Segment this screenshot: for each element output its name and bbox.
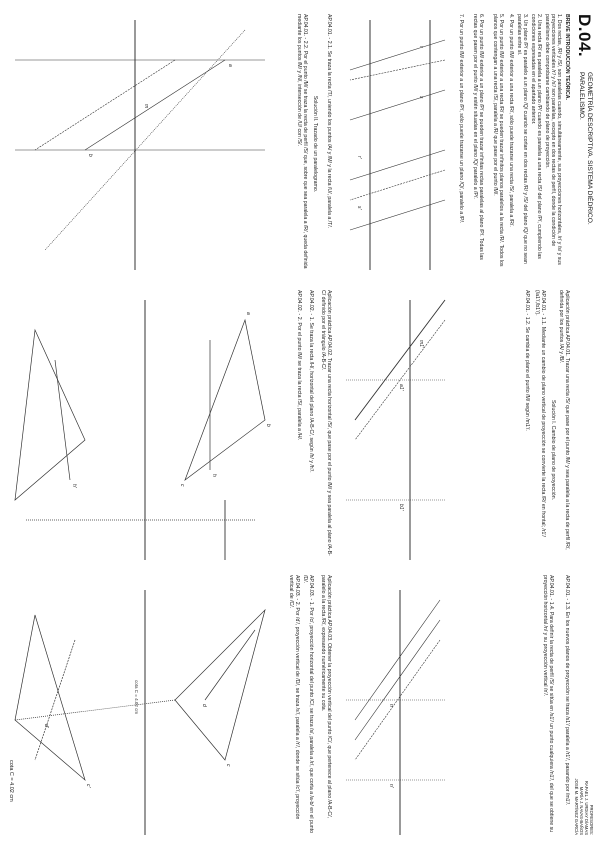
- label-rp: r': [356, 156, 362, 159]
- label-r: r: [418, 46, 424, 48]
- label-a1p: a1': [398, 384, 404, 391]
- label-b1p: b1': [398, 504, 404, 511]
- professors-block: [574, 735, 594, 835]
- intro-item-2: 2. Una recta /R/ es paralela a un plano /P/ cuando es paralela a una recta /S/ del plano /P/, cumpliendo las condiciones expresadas en el apartado anterior.: [529, 14, 542, 259]
- intro-item-3: 3. Un plano /P/ es paralelo a un plano /Q/ cuando se cortan en dos rectas /R/ y /S/ del plano /Q/ que no sean paralelas entre sí.: [515, 14, 528, 264]
- label-d: d: [201, 704, 207, 707]
- ap02-drawing: [15, 300, 265, 560]
- label-sp: s': [356, 206, 362, 210]
- ap01-drawing-change-plane: [345, 300, 445, 560]
- label-a-mid: a: [245, 312, 251, 315]
- ap02-title: Aplicación práctica AP.04.02. Trazar una recta horizontal /S/, que pase por el punto /M/ y sea paralela al plano /A-B-C/ definido por el triángulo /A-B-C/.: [319, 290, 332, 556]
- ap01-step1: AP.04.01. - 1.1. Mediante un cambio de plano vertical de proyección se convierte la recta /R/ en frontal; /r1'/ (/a1'/,/b1'/).: [533, 290, 546, 537]
- intro-item-1: 1. Dos rectas, /R/ y /S/, son paralelas cuando, simultáneamente, sus proyecciones horizontales, /r/ y /s/ y sus proyecciones verticales /r'/ y /s'/ son paralelas, excepto en dos rectas de perfil, donde la condición de paralelismo debe comprobarse cambiando de plano de proyección.: [543, 14, 562, 265]
- ap01b-solution: Solución II. Trazado de un paralelogramo.: [312, 95, 318, 193]
- intro-item-4: 4. Por un punto /M/ exterior a una recta /R/, sólo puede trazarse una recta /S/, paralela a /R/.: [508, 14, 514, 227]
- drawings-top-band: [340, 0, 450, 848]
- ap01-drawing-profile: [345, 590, 445, 835]
- intro-item-5: 5. Por un punto /M/ exterior a una recta /R/ se pueden trazar infinitos planos paralelos a la recta /R/. Todos los planos que contengan a una recta /S/, paralela a /R/ que pase por el punto /M/.: [491, 14, 504, 267]
- ap01-solution: Solución I. Cambio de plano de proyección.: [550, 399, 556, 501]
- label-np: n': [388, 784, 394, 788]
- professor-1: RAFAEL J. URDIAY DÍAMAS: [584, 780, 589, 835]
- cota-result: cota C = 4.02 cm: [8, 760, 14, 802]
- professor-3: JOSÉ M. MARTÍNEZ GARCÍA: [574, 778, 579, 835]
- ap03-title: Aplicación práctica AP.04.03. Obtener la proyección vertical del punto /C/, que pertenece al plano /A-B-C/, paralelo a la recta /R/, expresando numéricamente su cota.: [319, 575, 332, 818]
- sheet-title-line1: GEOMETRÍA DESCRIPTIVA. SISTEMA DIÉDRICO.: [586, 72, 593, 225]
- ap01-step2: AP.04.01. - 1.2. Se cambia de plano el punto /M/ según /m1'/.: [524, 290, 530, 431]
- ap03-drawing: [15, 590, 265, 835]
- intro-item-7: 7. Por un punto /M/ exterior a un plano /P/, sólo puede trazarse un plano /Q/, paralelo a /P/.: [458, 14, 464, 224]
- professors-heading: PROFESORES:: [589, 804, 594, 835]
- label-s: s: [418, 96, 424, 99]
- ap01-title: Aplicación práctica AP.04.01. Trazar una recta /S/ que pase por el punto /M/ y sea paralela a la recta de perfil /R/, definida por los puntos /A/ y /B/.: [557, 290, 570, 550]
- ap02-step1: AP.04.02. - 1. Se traza la recta /H/, horizontal del plano /A-B-C/, según /h/ y /h'/.: [308, 290, 314, 473]
- ap02-step2: AP.04.02. - 2. Por el punto /M/ se traza la recta /S/, paralela a /H/.: [296, 290, 302, 441]
- intro-item-6: 6. Por un punto /M/ exterior a un plano /P/ se pueden trazar infinitas rectas paralelas al plano /P/. Todas las rectas que pasen por el punto /M/ y estén situadas en el plano /Q/ paralelo a /P/.: [471, 14, 484, 260]
- label-dp: d': [43, 724, 49, 728]
- label-m1p: m1': [418, 340, 424, 348]
- drawings-bottom-band: [5, 0, 285, 848]
- label-b-left: b: [87, 154, 93, 157]
- label-h: h: [211, 474, 217, 477]
- label-c-mid: c: [179, 484, 185, 487]
- cota-dimension: cota C = 4.02 cm: [134, 680, 139, 715]
- label-hp: h': [71, 484, 77, 488]
- professor-2: MARÍA J. NAVAS-BAÑOS: [579, 786, 584, 835]
- label-b-mid: b: [265, 424, 271, 427]
- ap01b-drawing: [15, 20, 265, 270]
- ap01-step3: AP.04.01. - 1.3. En los nuevos planos de proyección se traza /s1'/ paralela a /r1'/, pasando por /m1'/.: [564, 575, 570, 806]
- label-m-left: m: [143, 104, 149, 109]
- label-c-right: c: [225, 764, 231, 767]
- ap01-drawing-parallel-lines: [350, 20, 445, 270]
- ap03-step2: AP.04.03. - 2. Por /d'/, proyección vertical de /D/, se traza /s'/, paralela a /r'/, donde se sitúa /c'/, proyección vertical de /C/.: [287, 575, 300, 820]
- label-n: n: [388, 704, 394, 707]
- sheet-code: D.04.: [575, 14, 594, 58]
- ap01-step4: AP.04.01. - 1.4. Para definir la recta de perfil /S/ se sitúa en /s1'/ un punto cualquiera /n1'/, del que se obtiene su proyección horizontal /n/ y su proyección vertical /n'/.: [541, 575, 554, 833]
- ap01b-title: AP.04.01. - 2.1. Se traza la recta /T/, uniendo los puntos /A/ y /M/ y la recta /U/, paralela a /T/.: [326, 14, 332, 229]
- label-cp-right: c': [85, 784, 91, 788]
- intro-heading: BREVE INTRODUCCIÓN TEÓRICA.: [564, 14, 570, 100]
- label-a-left: a: [227, 64, 233, 67]
- sheet-title-line2: PARALELISMO.: [578, 72, 585, 120]
- ap03-step1: AP.04.03. - 1. Por /c/, proyección horizontal del punto /C/, se traza /s/, paralela a /r/, que corta a /a-b/ en el punto /D/.: [301, 575, 314, 833]
- ap01b-step2: AP.04.01. - 2.2. Por el punto /M/ se traza la recta de perfil /S/ que, sobre que sea paralela a /R/, queda definida mediante los puntos /M/ y /N/, intersección de /U/ con /S/.: [295, 14, 308, 269]
